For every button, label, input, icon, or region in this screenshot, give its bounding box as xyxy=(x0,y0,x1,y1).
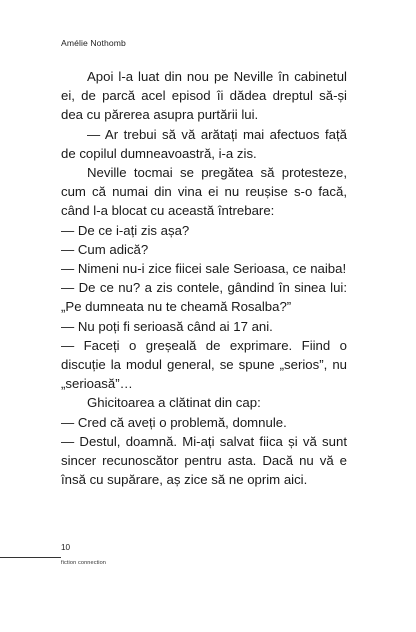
imprint-label: fiction connection xyxy=(61,560,107,566)
page-number: 10 xyxy=(61,543,71,552)
paragraph: — Nimeni nu-i zice fiicei sale Serioasa, ce naiba! xyxy=(61,261,347,277)
paragraph: — Faceți o greșeală de exprimare. Fiind o discuție la modul general, se spune „serios”, nu „serioasă”… xyxy=(61,337,347,392)
paragraph: — De ce nu? a zis contele, gândind în sinea lui: „Pe dumneata nu te cheamă Rosalba?” xyxy=(61,280,347,315)
paragraph: — Cred că aveți o problemă, domnule. xyxy=(61,414,287,430)
paragraph: — Nu poți fi serioasă când ai 17 ani. xyxy=(61,318,273,334)
body-text xyxy=(61,67,347,489)
paragraph: — Ar trebui să vă arătați mai afectuos față de copilul dumneavoastră, i-a zis. xyxy=(61,126,347,161)
paragraph: Neville tocmai se pregătea să protesteze, cum că numai din vina ei nu reușise s-o facă, când l-a blocat cu această întrebare: xyxy=(61,165,347,219)
running-head: Amélie Nothomb xyxy=(61,38,126,48)
paragraph: — Cum adică? xyxy=(61,241,149,257)
paragraph: Apoi l-a luat din nou pe Neville în cabinetul ei, de parcă acel episod îi dădea dreptul să-și dea cu părerea asupra purtării lui. xyxy=(61,69,347,123)
paragraph: Ghicitoarea a clătinat din cap: xyxy=(87,395,261,411)
paragraph: — De ce i-ați zis așa? xyxy=(61,222,190,238)
footer-rule xyxy=(0,557,61,558)
paragraph: — Destul, doamnă. Mi-ați salvat fiica și vă sunt sincer recunoscător pentru asta. Dacă nu vă e însă cu supărare, aș zice să ne oprim aici. xyxy=(61,433,347,488)
